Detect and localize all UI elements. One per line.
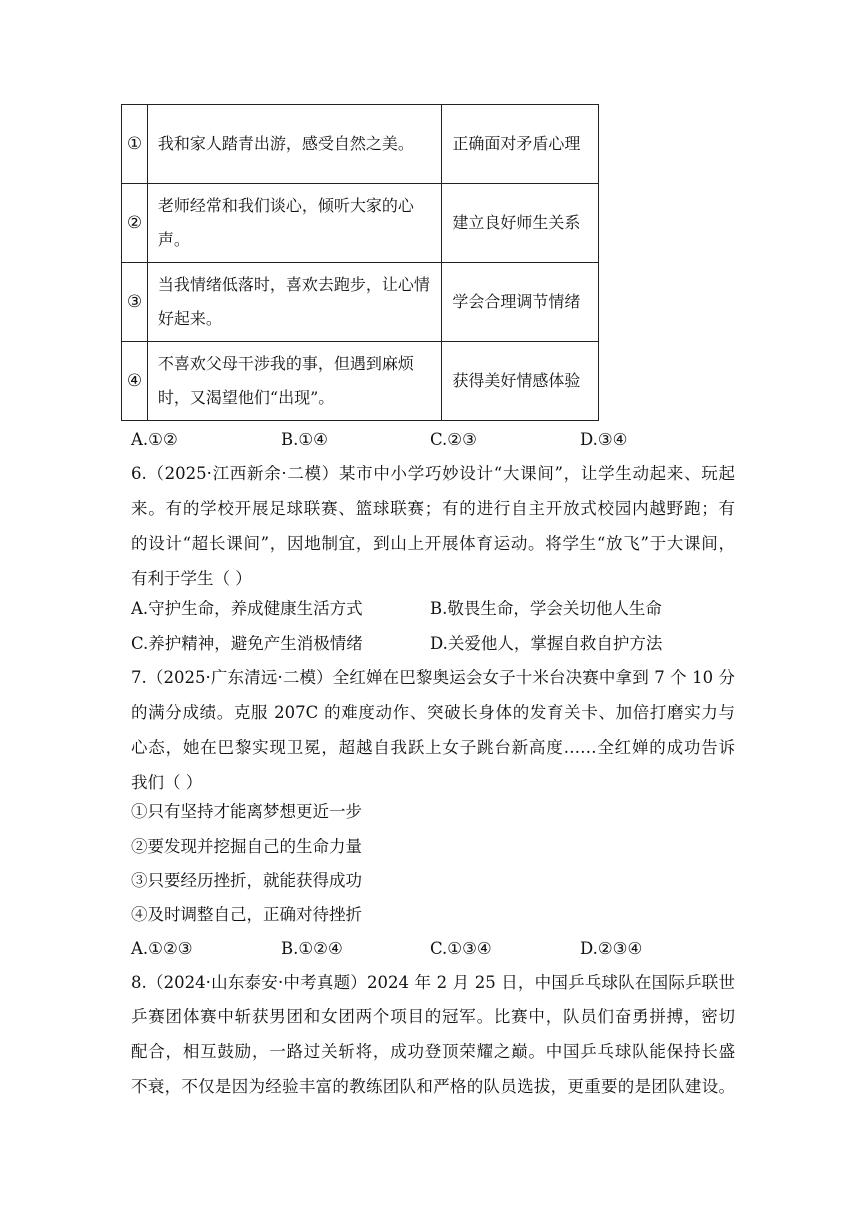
q6-stem-line: 的设计“超长课间”，因地制宜，到山上开展体育运动。将学生“放飞”于大课间， [131,534,735,553]
row-number: ② [122,184,148,263]
row-result: 获得美好情感体验 [442,342,599,421]
q5-option-a[interactable]: A.①② [131,430,178,449]
q6-option-a[interactable]: A.守护生命，养成健康生活方式 [131,599,363,618]
q7-statement: ②要发现并挖掘自己的生命力量 [131,837,362,856]
q7-stem-line: 的满分成绩。克服 207C 的难度动作、突破长身体的发育关卡、加倍打磨实力与 [131,703,735,722]
table-row [122,263,599,342]
row-result: 建立良好师生关系 [442,184,599,263]
q8-stem-line: 乒赛团体赛中斩获男团和女团两个项目的冠军。比赛中，队员们奋勇拼搏，密切 [131,1007,735,1026]
q5-option-b[interactable]: B.①④ [281,430,328,449]
q7-option-d[interactable]: D.②③④ [580,939,643,958]
row-number: ① [122,105,148,184]
q8-stem-line: 配合，相互鼓励，一路过关斩将，成功登顶荣耀之巅。中国乒乓球队能保持长盛 [131,1042,735,1061]
row-result: 正确面对矛盾心理 [442,105,599,184]
row-result: 学会合理调节情绪 [442,263,599,342]
row-description: 不喜欢父母干涉我的事，但遇到麻烦时，又渴望他们“出现”。 [147,342,441,421]
table-row [122,342,599,421]
q7-stem-line: 我们（ ） [131,773,203,792]
q7-option-a[interactable]: A.①②③ [131,939,193,958]
q6-option-c[interactable]: C.养护精神，避免产生消极情绪 [131,634,363,653]
table-row [122,184,599,263]
table-row [122,105,599,184]
row-number: ④ [122,342,148,421]
row-description: 我和家人踏青出游，感受自然之美。 [147,105,441,184]
q6-option-d[interactable]: D.关爱他人，掌握自救自护方法 [430,634,663,653]
q7-option-b[interactable]: B.①②④ [281,939,343,958]
q6-stem-line: 来。有的学校开展足球联赛、篮球联赛；有的进行自主开放式校园内越野跑；有 [131,499,735,518]
q7-stem-line: 心态，她在巴黎实现卫冕，超越自我跃上女子跳台新高度……全红婵的成功告诉 [131,738,735,757]
q6-option-b[interactable]: B.敬畏生命，学会关切他人生命 [430,599,662,618]
q7-option-c[interactable]: C.①③④ [430,939,492,958]
q6-stem-line: 6.（2025·江西新余·二模）某市中小学巧妙设计“大课间”，让学生动起来、玩起 [131,464,735,483]
q8-stem-line: 不衰，不仅是因为经验丰富的教练团队和严格的队员选拔，更重要的是团队建设。 [131,1077,735,1096]
row-description: 老师经常和我们谈心，倾听大家的心声。 [147,184,441,263]
q8-stem-line: 8.（2024·山东泰安·中考真题）2024 年 2 月 25 日，中国乒乓球队在国际乒联世 [131,973,735,992]
q7-statement: ③只要经历挫折，就能获得成功 [131,871,362,890]
row-description: 当我情绪低落时，喜欢去跑步，让心情好起来。 [147,263,441,342]
q7-statement: ①只有坚持才能离梦想更近一步 [131,802,362,821]
q5-option-c[interactable]: C.②③ [430,430,477,449]
statements-table [121,104,599,421]
q6-stem-line: 有利于学生（ ） [131,569,252,588]
q7-stem-line: 7.（2025·广东清远·二模）全红婵在巴黎奥运会女子十米台决赛中拿到 7 个 10 分 [131,668,735,687]
row-number: ③ [122,263,148,342]
q7-statement: ④及时调整自己，正确对待挫折 [131,905,362,924]
q5-option-d[interactable]: D.③④ [580,430,628,449]
